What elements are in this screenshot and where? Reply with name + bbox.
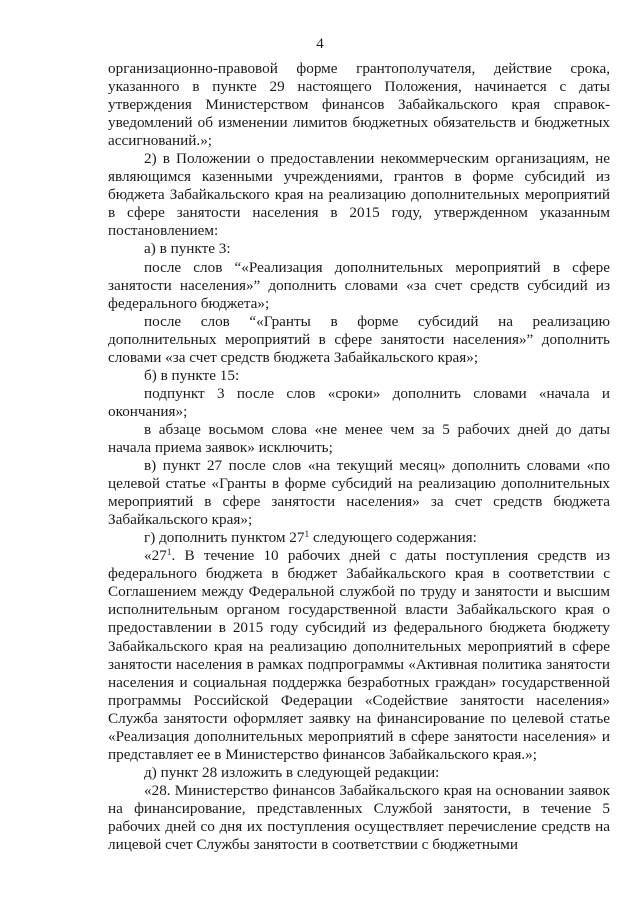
- document-body: [108, 60, 610, 854]
- paragraph-new-clause-28: «28. Министерство финансов Забайкальского края на основании заявок на финансирование, представленных Службой занятости, в течение 5 рабочих дней со дня их поступления осуществляет перечисление средств на лицевой счет Службы занятости в соответствии с бюджетными: [108, 781, 610, 854]
- paragraph-item-2: 2) в Положении о предоставлении некоммерческим организациям, не являющимся казенными учреждениями, грантов в форме субсидий из бюджета Забайкальского края на реализацию дополнительных мероприятий в сфере занятости населения в 2015 году, утвержденном указанным постановлением:: [108, 150, 610, 240]
- page-number: 4: [316, 36, 324, 52]
- superscript: 1: [166, 548, 172, 559]
- paragraph-amendment: в абзаце восьмом слова «не менее чем за 5 рабочих дней до даты начала приема заявок» исключить;: [108, 420, 610, 456]
- superscript: 1: [304, 530, 310, 541]
- paragraph-subitem-d: д) пункт 28 изложить в следующей редакции:: [144, 763, 440, 781]
- paragraph-subitem-v: в) пункт 27 после слов «на текущий месяц» дополнить словами «по целевой статье «Гранты в форме субсидий на реализацию дополнительных мероприятий в сфере занятости населения» за счет средств бюджета Забайкальского края»;: [108, 457, 610, 529]
- paragraph-subitem-g: [108, 529, 610, 547]
- paragraph-subitem-b: б) в пункте 15:: [144, 366, 240, 384]
- paragraph-text: г) дополнить пунктом 27: [144, 529, 305, 547]
- paragraph-text: следующего содержания:: [309, 529, 477, 547]
- paragraph-subitem-a: а) в пункте 3:: [144, 240, 231, 258]
- paragraph-new-clause-27-1: [108, 547, 610, 764]
- paragraph-amendment: подпункт 3 после слов «сроки» дополнить словами «начала и окончания»;: [108, 384, 610, 420]
- paragraph-amendment: после слов “«Реализация дополнительных мероприятий в сфере занятости населения»” дополнить словами «за счет средств субсидий из федерального бюджета»;: [108, 258, 610, 312]
- paragraph-continuation: организационно-правовой форме грантополучателя, действие срока, указанного в пункте 29 настоящего Положения, начинается с даты утверждения Министерством финансов Забайкальского края справок-уведомлений об изменении лимитов бюджетных обязательств и бюджетных ассигнований.»;: [108, 60, 610, 150]
- paragraph-text: «27: [144, 547, 167, 565]
- paragraph-amendment: после слов “«Гранты в форме субсидий на реализацию дополнительных мероприятий в сфере занятости населения»” дополнить словами «за счет средств бюджета Забайкальского края»;: [108, 312, 610, 366]
- paragraph-text: . В течение 10 рабочих дней с даты поступления средств из федерального бюджета в бюджет Забайкальского края в соответствии с Соглашением между Федеральной службой по труду и занятости и высшим исполнительным органом государственной власти Забайкальского края о предоставлении в 2015 году субсидий из федерального бюджета бюджету Забайкальского края на реализацию дополнительных мероприятий в сфере занятости населения в рамках подпрограммы «Активная политика занятости населения и социальная поддержка безработных граждан» государственной программы Российской Федерации «Содействие занятости населения» Служба занятости оформляет заявку на финансирование по целевой статье «Реализация дополнительных мероприятий в сфере занятости населения» и представляет ее в Министерство финансов Забайкальского края.»;: [108, 547, 610, 763]
